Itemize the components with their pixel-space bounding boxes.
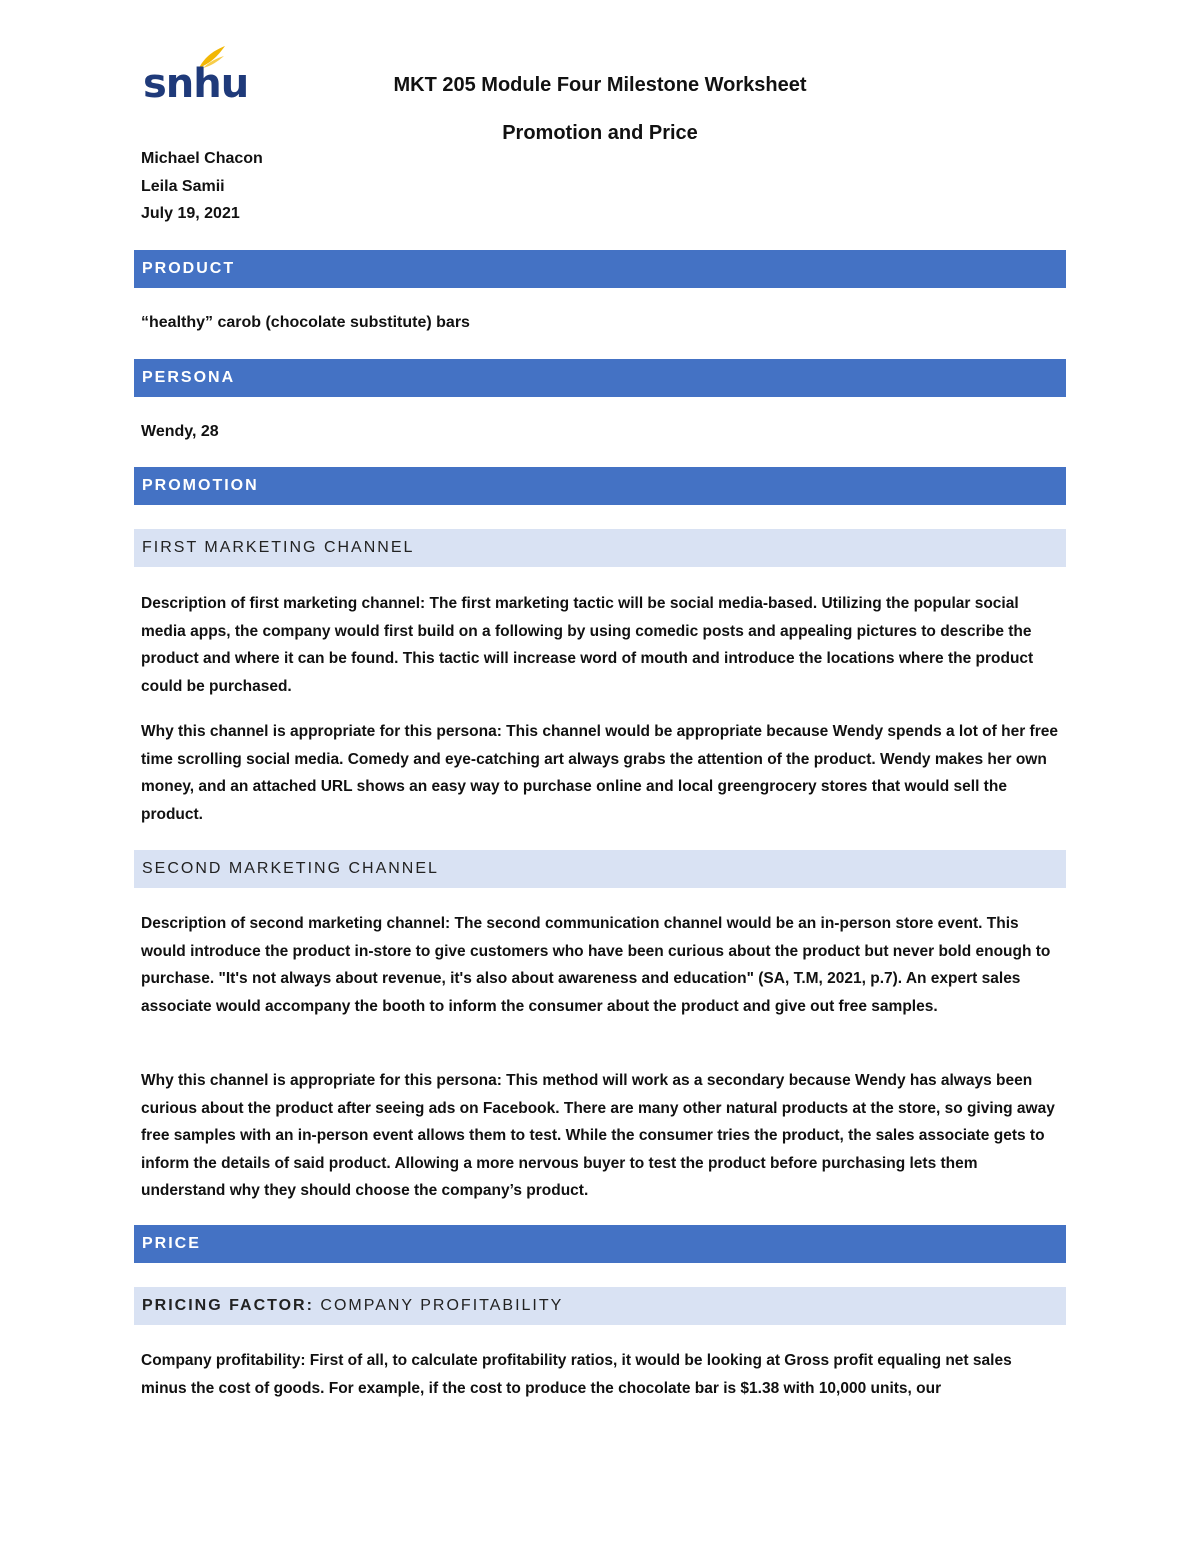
pricing-factor-name: COMPANY PROFITABILITY: [320, 1297, 564, 1314]
author-name: Leila Samii: [141, 178, 225, 195]
price-heading: PRICE: [134, 1225, 1066, 1263]
company-profitability-text: Company profitability: First of all, to calculate profitability ratios, it would be looking at Gross profit equaling net sales minus the cost of goods. For example, if the cost to produce the chocolate bar is $1.38 with 10,000 units, our: [141, 1352, 1012, 1397]
first-channel-rationale: Why this channel is appropriate for this persona: This channel would be appropriate because Wendy spends a lot of her free time scrolling social media. Comedy and eye-catching art always grabs the attention of the product. Wendy makes her own money, and an attached URL shows an easy way to purchase online and local greengrocery stores that would sell the product.: [141, 723, 1058, 823]
second-channel-rationale: Why this channel is appropriate for this persona: This method will work as a secondary because Wendy has always been curious about the product after seeing ads on Facebook. There are many other natural products at the store, so giving away free samples with an in-person event allows them to test. While the consumer tries the product, the sales associate gets to inform the details of said product. Allowing a more nervous buyer to test the product before purchasing lets them understand why they should choose the company’s product.: [141, 1072, 1055, 1199]
persona-text: Wendy, 28: [141, 423, 219, 440]
second-channel-description: Description of second marketing channel: The second communication channel would be an in-person store event. This would introduce the product in-store to give customers who have been curious about the product but never bold enough to purchase. "It's not always about revenue, it's also about awareness and education" (SA, T.M, 2021, p.7). An expert sales associate would accompany the booth to inform the consumer about the product and give out free samples.: [141, 915, 1051, 1015]
pricing-factor-label: PRICING FACTOR:: [142, 1297, 314, 1314]
first-channel-description: Description of first marketing channel: The first marketing tactic will be social media-based. Utilizing the popular social media apps, the company would first build on a following by using comedic posts and appealing pictures to describe the product and where it can be found. This tactic will increase word of mouth and introduce the locations where the product could be purchased.: [141, 595, 1034, 695]
promotion-heading: PROMOTION: [134, 467, 1066, 505]
product-text: “healthy” carob (chocolate substitute) bars: [141, 314, 470, 331]
product-heading: PRODUCT: [134, 250, 1066, 288]
document-subtitle: Promotion and Price: [502, 122, 698, 144]
first-channel-heading: FIRST MARKETING CHANNEL: [134, 529, 1066, 567]
pricing-factor-heading: [134, 1287, 1066, 1325]
logo-wordmark: snhu: [143, 61, 249, 107]
persona-heading: PERSONA: [134, 359, 1066, 397]
document-title: MKT 205 Module Four Milestone Worksheet: [393, 74, 807, 96]
document-date: July 19, 2021: [141, 205, 240, 222]
second-channel-heading: SECOND MARKETING CHANNEL: [134, 850, 1066, 888]
author-name: Michael Chacon: [141, 150, 263, 167]
